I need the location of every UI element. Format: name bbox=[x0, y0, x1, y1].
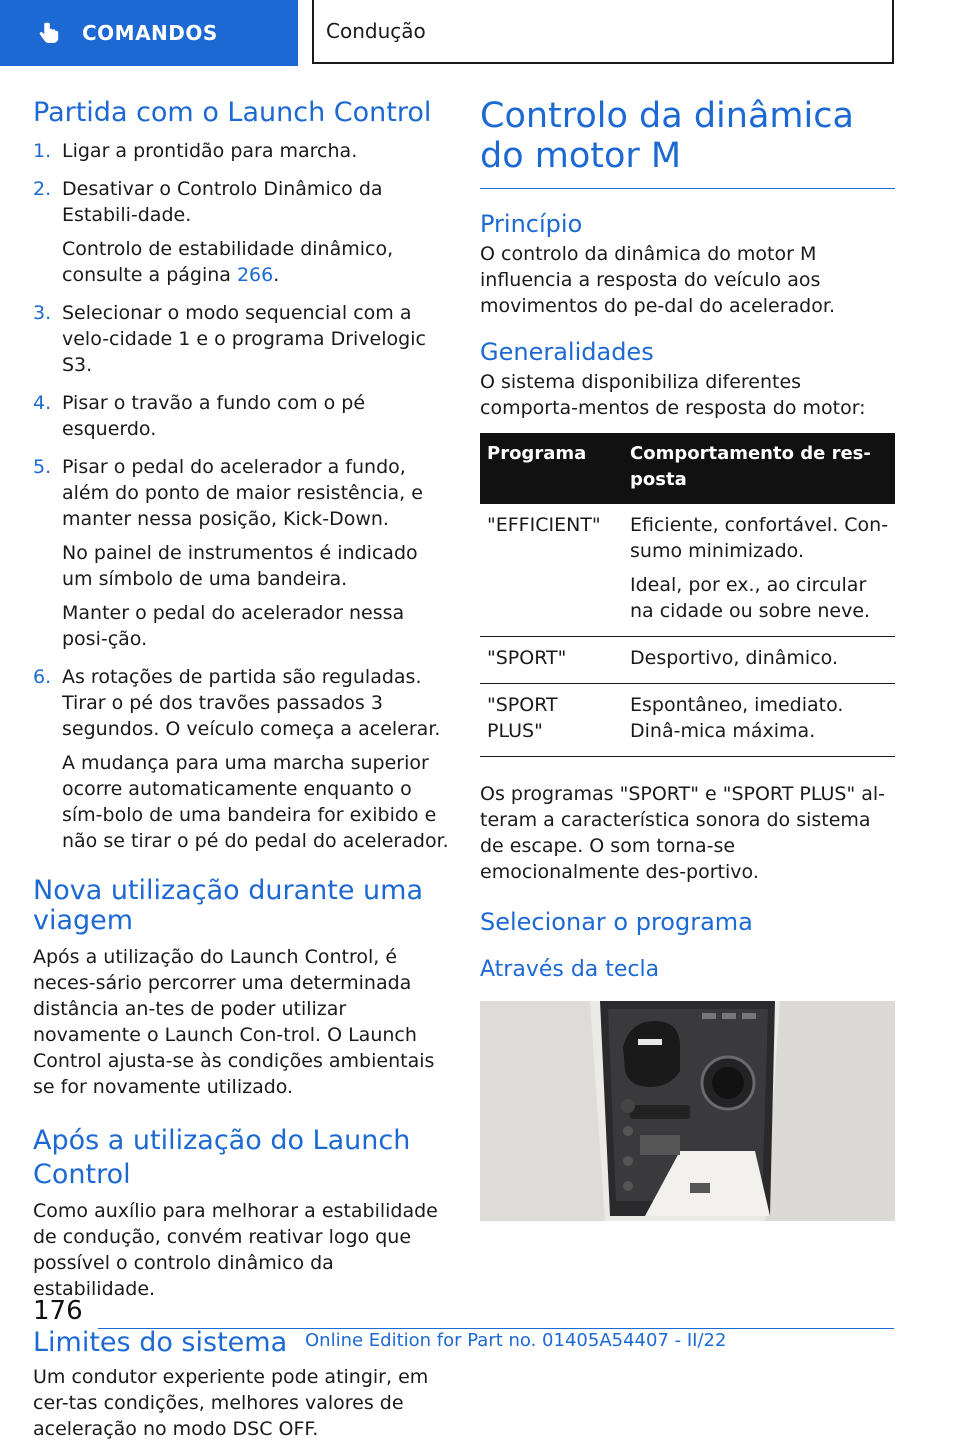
behaviour-text: Eficiente, confortável. Con-sumo minimizado. bbox=[630, 514, 889, 562]
list-item bbox=[33, 454, 449, 652]
table-header-row bbox=[480, 433, 895, 504]
step-text: As rotações de partida são reguladas. Tirar o pé dos travões passados 3 segundos. O veículo começa a acelerar. bbox=[62, 666, 441, 740]
page-reference-link[interactable]: 266 bbox=[236, 264, 274, 286]
column-header-program: Programa bbox=[480, 433, 623, 504]
limits-paragraph: Um condutor experiente pode atingir, em cer-tas condições, melhores valores de aceleração no modo DSC OFF. bbox=[33, 1366, 429, 1440]
page-header bbox=[0, 0, 960, 66]
main-heading: Controlo da dinâmica do motor M bbox=[480, 96, 854, 176]
step-text: Desativar o Controlo Dinâmico da Estabili-dade. bbox=[62, 178, 383, 226]
step-note: No painel de instrumentos é indicado um símbolo de uma bandeira. bbox=[62, 542, 418, 590]
hand-pointer-icon bbox=[36, 20, 62, 46]
list-item bbox=[33, 300, 449, 378]
footer-divider bbox=[98, 1328, 894, 1329]
step-text: Selecionar o modo sequencial com a velo-cidade 1 e o programa Drivelogic S3. bbox=[62, 302, 426, 376]
launch-control-heading: Partida com o Launch Control bbox=[33, 97, 432, 128]
step-number: 1. bbox=[33, 140, 52, 162]
console-illustration bbox=[480, 1001, 895, 1221]
step-number: 6. bbox=[33, 666, 52, 688]
right-column bbox=[480, 96, 895, 1221]
section-tab[interactable] bbox=[0, 0, 298, 66]
list-item bbox=[33, 664, 449, 854]
behaviour-cell bbox=[623, 684, 895, 757]
program-table bbox=[480, 433, 895, 757]
section-tab-label: COMANDOS bbox=[82, 21, 218, 45]
step-note bbox=[62, 236, 449, 288]
program-cell: "SPORT" bbox=[480, 637, 623, 684]
step-number: 4. bbox=[33, 392, 52, 414]
launch-steps-list bbox=[33, 138, 449, 854]
general-paragraph: O sistema disponibiliza diferentes comporta-mentos de resposta do motor: bbox=[480, 371, 866, 419]
program-cell: "SPORT PLUS" bbox=[480, 684, 623, 757]
step-number: 3. bbox=[33, 302, 52, 324]
program-cell: "EFFICIENT" bbox=[480, 504, 623, 637]
behaviour-text: Desportivo, dinâmico. bbox=[630, 647, 838, 669]
programs-note: Os programas "SPORT" e "SPORT PLUS" al-teram a característica sonora do sistema de escape. O som torna-se emocionalmente des-portivo. bbox=[480, 783, 886, 883]
behaviour-cell bbox=[623, 637, 895, 684]
page-number: 176 bbox=[33, 1296, 83, 1326]
step-note-suffix: . bbox=[273, 264, 280, 286]
table-row bbox=[480, 504, 895, 637]
step-text: Pisar o pedal do acelerador a fundo, além do ponto de maior resistência, e manter nessa posição, Kick-Down. bbox=[62, 456, 423, 530]
behaviour-cell bbox=[623, 504, 895, 637]
chapter-tab[interactable] bbox=[312, 0, 894, 64]
behaviour-text: Ideal, por ex., ao circular na cidade ou sobre neve. bbox=[630, 574, 871, 622]
list-item bbox=[33, 390, 449, 442]
step-note-text: Controlo de estabilidade dinâmico, consulte a página bbox=[62, 238, 394, 286]
edition-text: Online Edition for Part no. 01405A54407 - II/22 bbox=[305, 1330, 727, 1351]
via-button-heading: Através da tecla bbox=[480, 957, 660, 982]
step-text: Ligar a prontidão para marcha. bbox=[62, 140, 358, 162]
list-item bbox=[33, 176, 449, 288]
step-text: Pisar o travão a fundo com o pé esquerdo. bbox=[62, 392, 366, 440]
column-header-behaviour: Comportamento de res-posta bbox=[623, 433, 895, 504]
step-number: 2. bbox=[33, 178, 52, 200]
list-item bbox=[33, 138, 449, 164]
left-column bbox=[33, 96, 449, 1442]
behaviour-text: Espontâneo, imediato. Dinâ-mica máxima. bbox=[630, 694, 844, 742]
step-number: 5. bbox=[33, 456, 52, 478]
after-use-paragraph: Como auxílio para melhorar a estabilidade de condução, convém reativar logo que possível o controlo dinâmico da estabilidade. bbox=[33, 1200, 438, 1300]
table-row bbox=[480, 637, 895, 684]
general-heading: Generalidades bbox=[480, 338, 654, 366]
after-use-heading: Após a utilização do Launch Control bbox=[33, 1125, 411, 1190]
table-row bbox=[480, 684, 895, 757]
step-note: A mudança para uma marcha superior ocorre automaticamente enquanto o sím-bolo de uma bandeira for exibido e não se tirar o pé do pedal do acelerador. bbox=[62, 752, 449, 852]
step-note: Manter o pedal do acelerador nessa posi-ção. bbox=[62, 602, 405, 650]
reuse-heading: Nova utilização durante uma viagem bbox=[33, 875, 423, 936]
principle-paragraph: O controlo da dinâmica do motor M influencia a resposta do veículo aos movimentos do pe-dal do acelerador. bbox=[480, 243, 835, 317]
center-console-photo bbox=[480, 1001, 895, 1221]
chapter-tab-label: Condução bbox=[326, 19, 426, 43]
heading-divider bbox=[480, 188, 895, 189]
limits-heading: Limites do sistema bbox=[33, 1327, 288, 1358]
principle-heading: Princípio bbox=[480, 210, 583, 238]
reuse-paragraph: Após a utilização do Launch Control, é neces-sário percorrer uma determinada distância an-tes de poder utilizar novamente o Launch Con-trol. O Launch Control ajusta-se às condições ambientais se for novamente utilizado. bbox=[33, 946, 435, 1098]
select-program-heading: Selecionar o programa bbox=[480, 908, 753, 936]
